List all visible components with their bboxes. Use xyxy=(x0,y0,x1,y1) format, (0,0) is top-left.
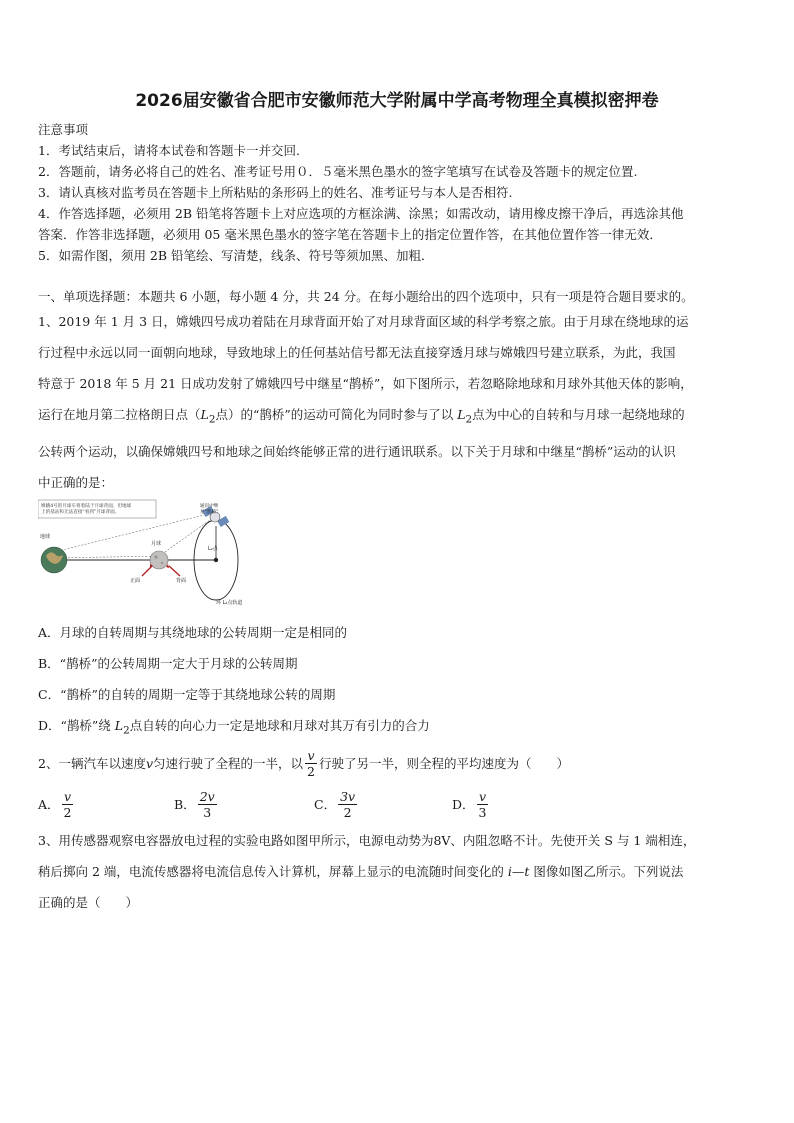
orbit-label: 环 L₂点轨道 xyxy=(216,600,243,606)
q1-figure xyxy=(38,496,268,606)
notice-item-4: 4．作答选择题，必须用 2B 铅笔将答题卡上对应选项的方框涂满、涂黑；如需改动，请用橡皮擦干净后，再选涂其他 xyxy=(38,206,684,221)
q2-choices xyxy=(38,784,558,824)
q2-choice-b[interactable]: B． $\frac{2v}{3}$ xyxy=(174,788,215,820)
q3-line-1: 3、用传感器观察电容器放电过程的实验电路如图甲所示，电源电动势为8V、内阻忽略不计。先使开关 S 与 1 端相连， xyxy=(38,833,696,848)
question-2-stem: 2、一辆汽车以速度 v 匀速行驶了全程的一半，以 $\frac{v}{2}$ 行驶了另一半，则全程的平均速度为（ ） xyxy=(38,747,570,779)
notice-item-2: 2．答题前，请务必将自己的姓名、准考证号用０．５毫米黑色墨水的签字笔填写在试卷及答题卡的规定位置. xyxy=(38,164,638,179)
q1-option-b[interactable]: B．“鹊桥”的公转周期一定大于月球的公转周期 xyxy=(38,656,298,671)
figure-caption: 嫦娥4号的月球车将着陆于月球背面，但地球 上的基站和无法直接“看到”月球背面。 xyxy=(41,504,132,515)
q1-line-4: 运行在地月第二拉格朗日点（$L_2$点）的“鹊桥”的运动可简化为同时参与了以 $L_2$点为中心的自转和与月球一起绕地球的 xyxy=(38,407,685,426)
question-3-stem xyxy=(38,825,756,918)
moon-icon xyxy=(150,551,168,569)
caption-box xyxy=(38,500,156,518)
q1-line-5: 公转两个运动，以确保嫦娥四号和地球之间始终能够正常的进行通讯联系。以下关于月球和中继星“鹊桥”运动的认识 xyxy=(38,443,676,459)
earth-label: 地球 xyxy=(40,534,51,540)
earth-moon-relay-diagram xyxy=(38,496,268,606)
q1-option-a[interactable]: A．月球的自转周期与其绕地球的公转周期一定是相同的 xyxy=(38,625,348,640)
q2-choice-a[interactable]: A． $\frac{v}{2}$ xyxy=(38,788,72,820)
q2-choice-d[interactable]: D． $\frac{v}{3}$ xyxy=(452,788,487,820)
q2-fraction: $\frac{v}{2}$ xyxy=(307,747,315,779)
q1-line-6: 中正确的是： xyxy=(38,474,114,490)
q1-line-3: 特意于 2018 年 5 月 21 日成功发射了嫦娥四号中继星“鹊桥”，如下图所示，若忽略除地球和月球外其他天体的影响， xyxy=(38,376,693,391)
notice-item-5: 5．如需作图，须用 2B 铅笔绘、写清楚，线条、符号等须加黑、加粗． xyxy=(38,248,434,263)
q1-line-2: 行过程中永远以同一面朝向地球，导致地球上的任何基站信号都无法直接穿透月球与嫦娥四号建立联系，为此，我国 xyxy=(38,345,676,360)
section-1-header: 一、单项选择题：本题共 6 小题，每小题 4 分，共 24 分。在每小题给出的四个选项中，只有一项是符合题目要求的。 xyxy=(38,289,694,304)
notice-heading: 注意事项 xyxy=(38,122,89,137)
q3-line-3: 正确的是（ ） xyxy=(38,895,139,910)
q3-line-2: 稍后掷向 2 端，电流传感器将电流信息传入计算机，屏幕上显示的电流随时间变化的 i—t 图像如图乙所示。下列说法 xyxy=(38,864,684,879)
question-1-stem xyxy=(38,306,756,498)
notice-item-1: 1．考试结束后，请将本试卷和答题卡一并交回. xyxy=(38,143,300,158)
q1-line-1: 1、2019 年 1 月 3 日，嫦娥四号成功着陆在月球背面开始了对月球背面区域的科学考察之旅。由于月球在绕地球的运 xyxy=(38,314,689,329)
notice-item-4-cont: 答案．作答非选择题，必须用 05 毫米黑色墨水的签字笔在答题卡上的指定位置作答，在其他位置作答一律无效． xyxy=(38,227,662,242)
front-label: 正面 xyxy=(130,578,141,584)
notice-item-3: 3．请认真核对监考员在答题卡上所粘贴的条形码上的姓名、准考证号与本人是否相符. xyxy=(38,185,513,200)
q1-option-c[interactable]: C．“鹊桥”的自转的周期一定等于其绕地球公转的周期 xyxy=(38,687,336,702)
moon-label: 月球 xyxy=(151,541,162,547)
q2-choice-c[interactable]: C． $\frac{3v}{2}$ xyxy=(314,788,356,820)
relay-label: 通讯中继 星“鹊桥” xyxy=(200,504,219,515)
q1-option-d[interactable]: D．“鹊桥”绕 $L_2$点自转的向心力一定是地球和月球对其万有引力的合力 xyxy=(38,718,430,737)
back-label: 背面 xyxy=(176,578,187,584)
page-title: 2026届安徽省合肥市安徽师范大学附属中学高考物理全真模拟密押卷 xyxy=(135,91,659,111)
l2-label: L₂点 xyxy=(208,546,218,552)
